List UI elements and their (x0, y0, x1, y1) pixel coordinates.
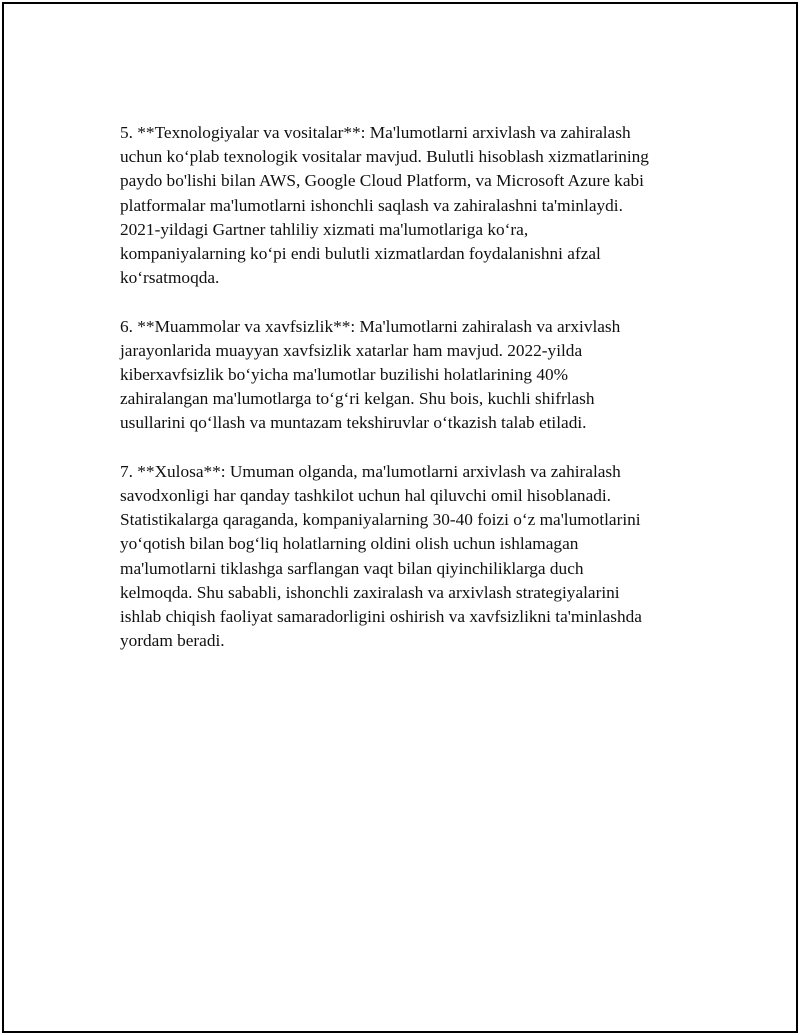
text-line: ko‘rsatmoqda. (120, 268, 220, 288)
document-page (2, 2, 798, 1033)
text-line: jarayonlarida muayyan xavfsizlik xatarlar ham mavjud. 2022-yilda (120, 340, 583, 360)
text-line: usullarini qo‘llash va muntazam tekshiruvlar o‘tkazish talab etiladi. (120, 413, 587, 433)
text-line: kiberxavfsizlik bo‘yicha ma'lumotlar buzilishi holatlarining 40% (120, 365, 568, 385)
text-line: 2021-yildagi Gartner tahliliy xizmati ma'lumotlariga ko‘ra, (120, 219, 529, 239)
text-line: uchun ko‘plab texnologik vositalar mavjud. Bulutli hisoblash xizmatlarining (120, 147, 649, 167)
text-line: ma'lumotlarni tiklashga sarflangan vaqt bilan qiyinchiliklarga duch (120, 558, 584, 578)
text-line: 6. **Muammolar va xavfsizlik**: Ma'lumotlarni zahiralash va arxivlash (120, 316, 621, 336)
paragraph-technologies (120, 121, 690, 290)
document-body (120, 121, 690, 678)
text-line: ishlab chiqish faoliyat samaradorligini oshirish va xavfsizlikni ta'minlashda (120, 607, 642, 627)
text-line: yo‘qotish bilan bog‘liq holatlarning oldini olish uchun ishlamagan (120, 534, 579, 554)
text-line: 7. **Xulosa**: Umuman olganda, ma'lumotlarni arxivlash va zahiralash (120, 461, 621, 481)
text-line: kelmoqda. Shu sababli, ishonchli zaxiralash va arxivlash strategiyalarini (120, 582, 620, 602)
paragraph-conclusion (120, 460, 690, 654)
text-line: platformalar ma'lumotlarni ishonchli saqlash va zahiralashni ta'minlaydi. (120, 195, 623, 215)
text-line: paydo bo'lishi bilan AWS, Google Cloud Platform, va Microsoft Azure kabi (120, 171, 644, 191)
paragraph-problems-security (120, 315, 690, 436)
text-line: 5. **Texnologiyalar va vositalar**: Ma'lumotlarni arxivlash va zahiralash (120, 123, 631, 142)
text-line: yordam beradi. (120, 631, 225, 651)
text-line: kompaniyalarning ko‘pi endi bulutli xizmatlardan foydalanishni afzal (120, 244, 601, 264)
text-line: savodxonligi har qanday tashkilot uchun hal qiluvchi omil hisoblanadi. (120, 486, 611, 506)
text-line: Statistikalarga qaraganda, kompaniyalarning 30-40 foizi o‘z ma'lumotlarini (120, 510, 641, 530)
text-line: zahiralangan ma'lumotlarga to‘g‘ri kelgan. Shu bois, kuchli shifrlash (120, 389, 595, 409)
